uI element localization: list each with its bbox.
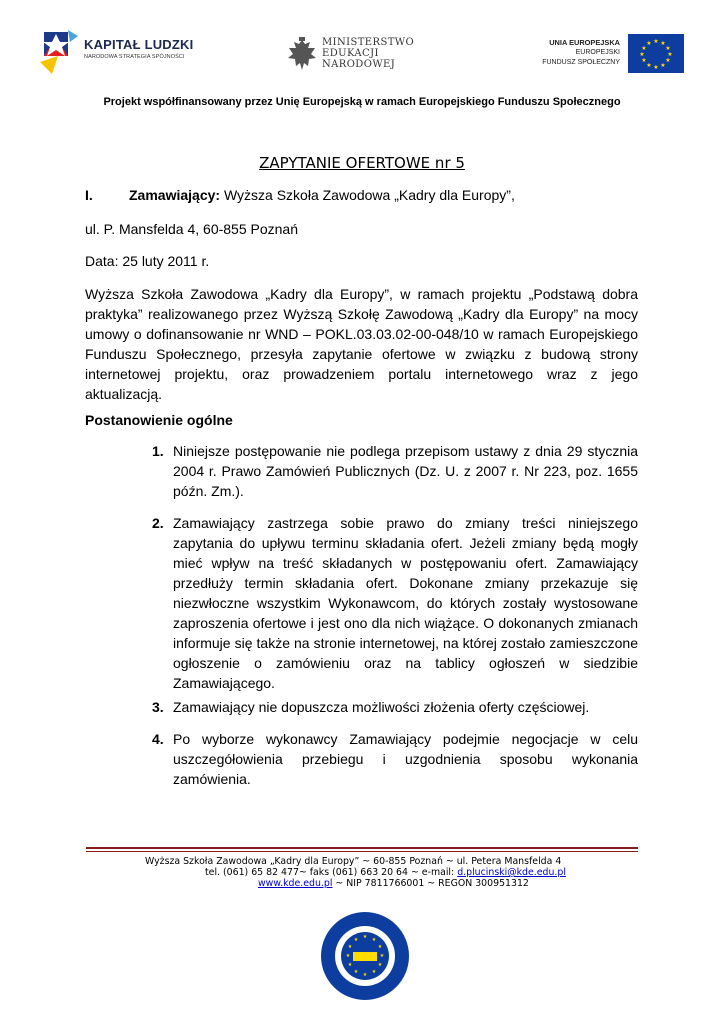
svg-text:★: ★ [646,62,652,69]
svg-text:★: ★ [371,937,377,943]
kapital-ludzki-logo [40,28,220,76]
list-item-number: 4. [152,731,164,747]
list-item [152,441,638,501]
list-item-text: Zamawiający zastrzega sobie prawo do zmiany treści niniejszego zapytania do upływu terminu składania ofert. Jeżeli zmiany będą mogły mieć wpływ na treść składanych w postępowaniu ofert. Zamawiający przedłuży termin składania ofert. Dokonane zmiany przekazuje się niezwłoczne wszystkim Wykonawcom, do których zostały wystosowane zaproszenia ofertowe i jest ono dla nich wiążące. O dokonanych zmianach informuje się także na stronie internetowej, na której zostało zamieszczone ogłoszenie o zamówieniu oraz na tablicy ogłoszeń w siedzibie Zamawiającego. [173,515,638,691]
ministry-logo [286,36,416,76]
svg-text:★: ★ [362,972,368,978]
svg-text:★: ★ [653,38,659,45]
eu-flag-icon [628,34,684,73]
footer-email-link[interactable]: d.plucinski@kde.edu.pl [457,867,566,878]
footer-phone: tel. (061) 65 82 477~ faks (061) 663 20 64 ~ e-mail: [205,867,458,878]
list-item [152,729,638,789]
list-item-text: Po wyborze wykonawcy Zamawiający podejmie negocjacje w celu uszczegółowienia przebiegu i uzgodnienia sposobu wykonania zamówienia. [173,731,638,787]
svg-text:★: ★ [379,953,385,959]
svg-text:★: ★ [377,944,383,950]
eu-text [542,38,620,68]
footer-divider [86,847,638,849]
svg-text:★: ★ [665,57,671,64]
svg-text:★: ★ [641,57,647,64]
list-item-text: Zamawiający nie dopuszcza możliwości złożenia oferty częściowej. [173,699,590,715]
footer-registry [258,878,529,889]
ministry-line-3: NARODOWEJ [322,59,396,70]
kapital-ludzki-emblem-icon [40,28,80,74]
svg-text:★: ★ [362,934,368,940]
svg-text:★: ★ [660,40,666,47]
svg-text:★: ★ [371,969,377,975]
ministry-name [322,37,414,70]
footer-registry-numbers: ~ NIP 7811766001 ~ REGON 300951312 [332,878,529,889]
svg-text:★: ★ [353,937,359,943]
footer-address: Wyższa Szkoła Zawodowa „Kadry dla Europy” ~ 60-855 Poznań ~ ul. Petera Mansfelda 4 [145,856,562,867]
list-item-text: Niniejsze postępowanie nie podlega przepisom ustawy z dnia 29 stycznia 2004 r. Prawo Zamówień Publicznych (Dz. U. z 2007 r. Nr 223, poz. 1655 późn. Zm.). [173,443,638,499]
contracting-party-label: Zamawiający: [129,187,221,203]
svg-text:★: ★ [377,962,383,968]
kapital-ludzki-subtitle: NARODOWA STRATEGIA SPÓJNOŚCI [84,54,185,60]
eu-logo [530,34,684,74]
section-number: I. [85,187,93,203]
svg-text:★: ★ [641,45,647,52]
svg-text:★: ★ [667,51,673,58]
list-item-number: 2. [152,515,164,531]
svg-text:★: ★ [345,953,351,959]
date: Data: 25 luty 2011 r. [85,253,210,269]
eu-line-2: EUROPEJSKI [575,49,620,56]
kapital-ludzki-title: KAPITAŁ LUDZKI [84,37,194,52]
svg-text:★: ★ [347,962,353,968]
polish-eagle-icon [286,36,318,74]
address: ul. P. Mansfelda 4, 60-855 Poznań [85,221,299,237]
cofinanced-note: Projekt współfinansowany przez Unię Europejską w ramach Europejskiego Funduszu Społecznego [103,96,621,108]
list-item [152,697,638,717]
intro-paragraph: Wyższa Szkoła Zawodowa „Kadry dla Europy”, w ramach projektu „Podstawą dobra praktyka” realizowanego przez Wyższą Szkołę Zawodową „Kadry dla Europy” na mocy umowy o dofinansowanie nr WND – POKL.03.03.02-00-048/10 w ramach Europejskiego Funduszu Społecznego, przesyła zapytanie ofertowe w związku z budową strony internetowej projektu, oraz prowadzeniem portalu internetowego wraz z jego aktualizacją. [85,286,638,402]
document-title: ZAPYTANIE OFERTOWE nr 5 [259,154,465,172]
svg-text:★: ★ [665,45,671,52]
svg-text:★: ★ [639,51,645,58]
university-seal-icon [319,910,411,1002]
footer-divider-thin [86,851,638,852]
svg-text:★: ★ [646,40,652,47]
svg-text:★: ★ [347,944,353,950]
list-item [152,513,638,693]
svg-text:★: ★ [353,969,359,975]
ministry-line-1: MINISTERSTWO [322,37,415,48]
footer-contact [205,867,566,878]
contracting-party [129,187,515,203]
contracting-party-value: Wyższa Szkoła Zawodowa „Kadry dla Europy”, [220,187,515,203]
ministry-line-2: EDUKACJI [322,48,379,59]
svg-text:★: ★ [660,62,666,69]
svg-text:★: ★ [653,64,659,71]
footer-website-link[interactable]: www.kde.edu.pl [258,878,333,889]
eu-line-1: UNIA EUROPEJSKA [549,38,620,47]
eu-line-3: FUNDUSZ SPOŁECZNY [542,59,620,66]
general-heading: Postanowienie ogólne [85,412,233,428]
list-item-number: 3. [152,699,164,715]
list-item-number: 1. [152,443,164,459]
